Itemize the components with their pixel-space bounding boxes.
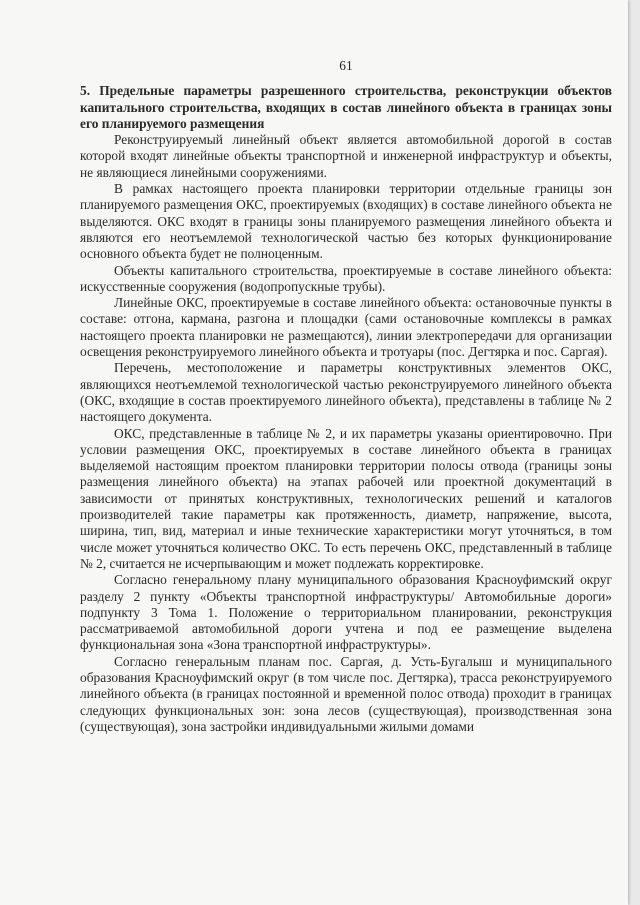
section-heading: 5. Предельные параметры разрешенного строительства, реконструкции объектов капитального строительства, входящих в состав линейного объекта в границах зоны его планируемого размещения	[80, 83, 612, 131]
paragraph-2: В рамках настоящего проекта планировки территории отдельные границы зон планируемого размещения ОКС, проектируемых (входящих) в составе линейного объекта не выделяются. ОКС входят в границы зоны планируемого размещения линейного объекта и являются его неотъемлемой технологической частью без которых функционирование основного объекта будет не полноценным.	[80, 181, 612, 262]
paragraph-3: Объекты капитального строительства, проектируемые в составе линейного объекта: искусственные сооружения (водопропускные трубы).	[80, 262, 612, 294]
paragraph-6: ОКС, представленные в таблице № 2, и их параметры указаны ориентировочно. При условии размещения ОКС, проектируемых в составе линейного объекта в границах выделяемой настоящим проектом планировки территории полосы отвода (границы зоны размещения линейного объекта) на этапах рабочей или проектной документаций в зависимости от принятых конструктивных, технологических решений и каталогов производителей такие параметры как протяженность, диаметр, напряжение, высота, ширина, тип, вид, материал и иные технические характеристики могут уточняться, в том числе может уточняться количество ОКС. То есть перечень ОКС, представленный в таблице № 2, считается не исчерпывающим и может подлежать корректировке.	[80, 425, 612, 571]
page-number: 61	[339, 58, 353, 73]
paragraph-5: Перечень, местоположение и параметры конструктивных элементов ОКС, являющихся неотъемлемой технологической частью реконструируемого линейного объекта (ОКС, входящие в состав проектируемого линейного объекта), представлены в таблице № 2 настоящего документа.	[80, 360, 612, 425]
page-content	[80, 58, 612, 735]
paragraph-4: Линейные ОКС, проектируемые в составе линейного объекта: остановочные пункты в составе: отгона, кармана, разгона и площадки (сами остановочные комплексы в рамках настоящего проекта планировки не размещаются), линии электропередачи для организации освещения реконструируемого линейного объекта и тротуары (пос. Дегтярка и пос. Саргая).	[80, 295, 612, 360]
paragraph-1: Реконструируемый линейный объект является автомобильной дорогой в состав которой входят линейные объекты транспортной и инженерной инфраструктур и объекты, не являющиеся линейными сооружениями.	[80, 132, 612, 180]
paragraph-8: Согласно генеральным планам пос. Саргая, д. Усть-Бугалыш и муниципального образования Красноуфимский округ (в том числе пос. Дегтярка), трасса реконструируемого линейного объекта (в границах постоянной и временной полос отвода) проходит в границах следующих функциональных зон: зона лесов (существующая), производственная зона (существующая), зона застройки индивидуальными жилыми домами	[80, 653, 612, 734]
paragraph-7: Согласно генеральному плану муниципального образования Красноуфимский округ разделу 2 пункту «Объекты транспортной инфраструктуры/ Автомобильные дороги» подпункту 3 Тома 1. Положение о территориальном планировании, реконструкция рассматриваемой автомобильной дороги учтена и под ее размещение выделена функциональная зона «Зона транспортной инфраструктуры».	[80, 572, 612, 653]
